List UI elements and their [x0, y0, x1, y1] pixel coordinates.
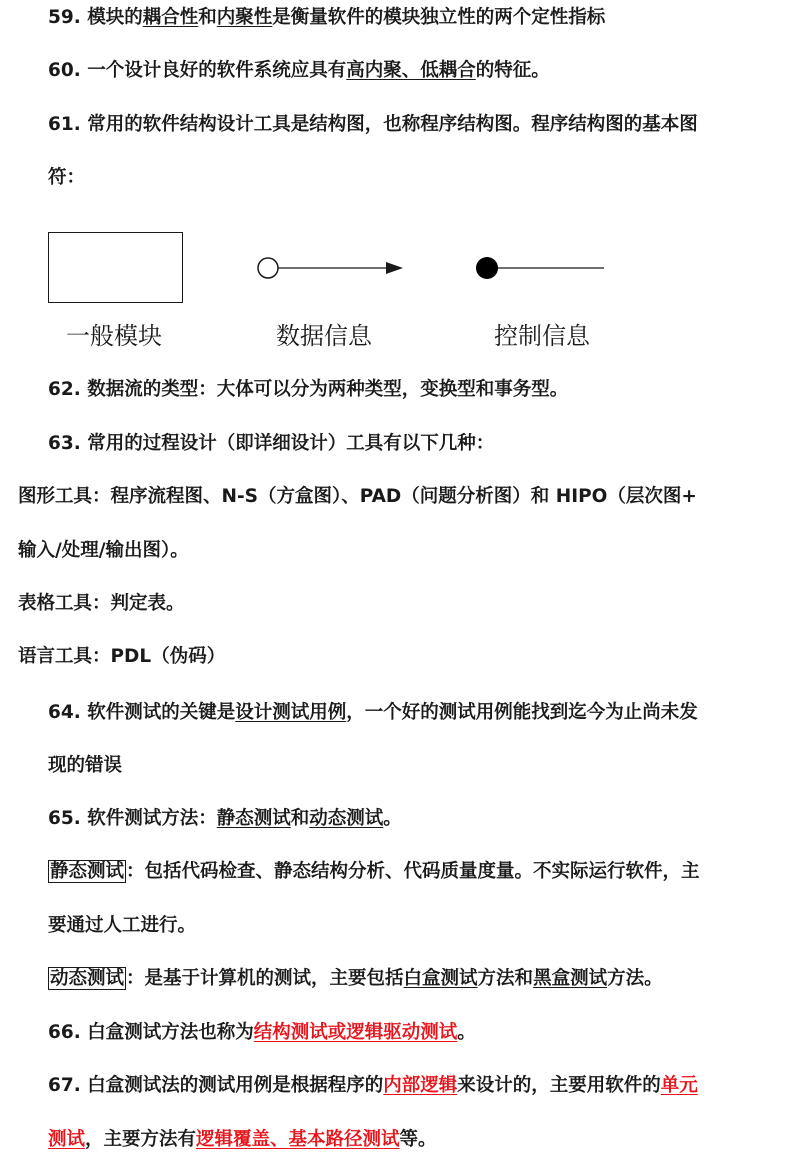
highlight-structural-test: 结构测试或逻辑驱动测试: [253, 1022, 458, 1043]
item-64-cont: [48, 754, 122, 778]
text: 。: [457, 1022, 476, 1043]
item-number: 60.: [48, 60, 81, 81]
text: 常用的软件结构设计工具是结构图，也称程序结构图。程序结构图的基本图: [87, 114, 698, 135]
text: 一个设计良好的软件系统应具有: [87, 60, 347, 81]
item-67: [48, 1074, 698, 1098]
text: ，一个好的测试用例能找到迄今为止尚未发: [346, 702, 698, 723]
text: 数据流的类型：大体可以分为两种类型，变换型和事务型。: [87, 379, 569, 400]
text: 符：: [48, 167, 86, 188]
text: 常用的过程设计（即详细设计）工具有以下几种：: [87, 433, 495, 454]
term-white-box: 白盒测试: [403, 968, 478, 989]
item-59: [48, 6, 605, 30]
graphic-tools: [18, 485, 697, 509]
item-number: 59.: [48, 7, 81, 28]
text: 输入/处理/输出图）。: [18, 540, 189, 561]
text: 软件测试方法：: [87, 808, 217, 829]
language-tools: [18, 645, 225, 669]
item-number: 63.: [48, 433, 81, 454]
item-number: 65.: [48, 808, 81, 829]
text: 白盒测试法的测试用例是根据程序的: [87, 1075, 384, 1096]
text: ：包括代码检查、静态结构分析、代码质量度量。不实际运行软件，主: [126, 861, 700, 882]
highlight-internal-logic: 内部逻辑: [383, 1075, 458, 1096]
item-number: 62.: [48, 379, 81, 400]
text: 来设计的，主要用软件的: [457, 1075, 661, 1096]
item-64: [48, 701, 698, 725]
structure-chart-symbols: [0, 220, 798, 360]
graphic-tools-cont: [18, 539, 189, 563]
text: 软件测试的关键是: [87, 702, 236, 723]
caption-control-info: 控制信息: [494, 322, 590, 350]
text: 现的错误: [48, 755, 123, 776]
static-test-def-cont: [48, 914, 196, 938]
item-67-cont: [48, 1128, 437, 1152]
arrow-symbols: [0, 220, 798, 310]
item-number: 67.: [48, 1075, 81, 1096]
term-dynamic-test: 动态测试: [309, 808, 384, 829]
text: ：是基于计算机的测试，主要包括: [126, 968, 404, 989]
text: 方法和: [477, 968, 534, 989]
arrowhead-icon: [386, 262, 403, 274]
text: 是衡量软件的模块独立性的两个定性指标: [272, 7, 606, 28]
term-cohesion: 内聚性: [216, 7, 273, 28]
term-static-test: 静态测试: [216, 808, 291, 829]
term-high-cohesion-low-coupling: 高内聚、低耦合: [346, 60, 476, 81]
caption-data-info: 数据信息: [276, 322, 372, 350]
item-66: [48, 1021, 476, 1045]
text: 模块的: [87, 7, 143, 28]
item-61: [48, 113, 698, 137]
table-tools: [18, 592, 185, 616]
highlight-test: 测试: [48, 1129, 86, 1150]
text: ，主要方法有: [85, 1129, 197, 1150]
text: 和: [198, 7, 217, 28]
text: 图形工具：程序流程图、N-S（方盒图）、PAD（问题分析图）和 HIPO（层次图+: [18, 486, 697, 507]
highlight-unit: 单元: [660, 1075, 698, 1096]
caption-module: 一般模块: [66, 322, 162, 350]
highlight-methods: 逻辑覆盖、基本路径测试: [196, 1129, 400, 1150]
boxed-term-static-test: 静态测试: [50, 861, 125, 882]
dynamic-test-def: [48, 967, 663, 991]
item-65: [48, 807, 402, 831]
static-test-def: [48, 860, 700, 884]
term-coupling: 耦合性: [142, 7, 199, 28]
text: 等。: [399, 1129, 437, 1150]
text: 要通过人工进行。: [48, 915, 197, 936]
item-61-cont: [48, 166, 85, 190]
item-number: 64.: [48, 702, 81, 723]
item-60: [48, 59, 550, 83]
text: 。: [383, 808, 402, 829]
text: 的特征。: [475, 60, 550, 81]
boxed-term-dynamic-test: 动态测试: [50, 968, 125, 989]
term-design-test-cases: 设计测试用例: [235, 702, 347, 723]
text: 表格工具：判定表。: [18, 593, 185, 614]
item-62: [48, 378, 568, 402]
term-black-box: 黑盒测试: [533, 968, 608, 989]
text: 白盒测试方法也称为: [87, 1022, 254, 1043]
item-63: [48, 432, 494, 456]
item-number: 61.: [48, 114, 81, 135]
text: 语言工具：PDL（伪码）: [18, 646, 226, 667]
item-number: 66.: [48, 1022, 81, 1043]
text: 和: [290, 808, 310, 829]
data-info-circle-icon: [258, 258, 278, 278]
control-info-dot-icon: [476, 257, 498, 279]
text: 方法。: [607, 968, 663, 989]
